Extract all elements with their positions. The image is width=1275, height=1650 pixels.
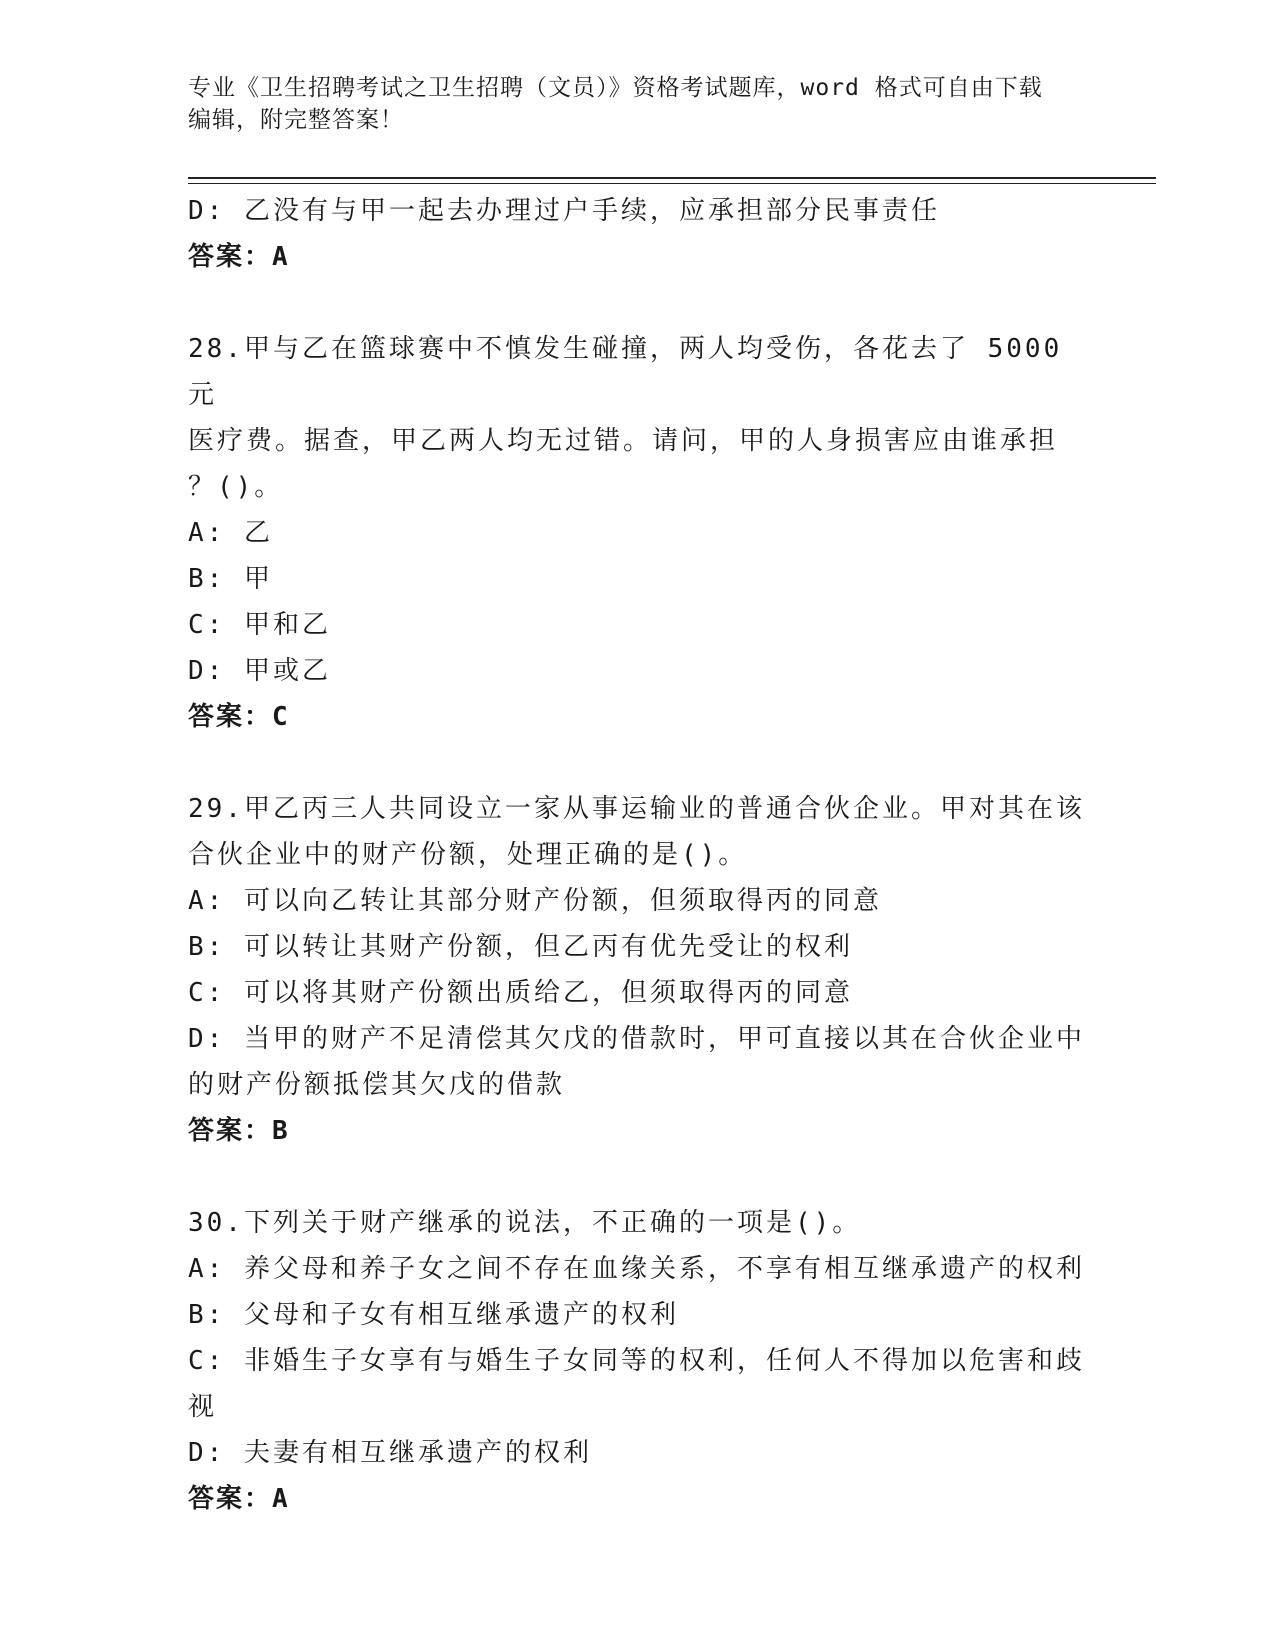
option-a: A: 养父母和养子女之间不存在血缘关系，不享有相互继承遗产的权利 <box>188 1254 1085 1284</box>
option-c-continued: 视 <box>188 1392 218 1422</box>
answer-line: 答案：A <box>188 1484 290 1514</box>
header-line-2: 编辑，附完整答案！ <box>188 107 404 133</box>
option-c: C: 非婚生子女享有与婚生子女同等的权利，任何人不得加以危害和歧 <box>188 1346 1085 1376</box>
option-a: A: 乙 <box>188 518 273 548</box>
answer-line: 答案：C <box>188 702 290 732</box>
question-stem-line: 29.甲乙丙三人共同设立一家从事运输业的普通合伙企业。甲对其在该 <box>188 794 1085 824</box>
option-b: B: 父母和子女有相互继承遗产的权利 <box>188 1300 679 1330</box>
option-b: B: 可以转让其财产份额，但乙丙有优先受让的权利 <box>188 932 853 962</box>
option-c: C: 可以将其财产份额出质给乙，但须取得丙的同意 <box>188 978 853 1008</box>
option-d-continued: 的财产份额抵偿其欠戊的借款 <box>188 1070 566 1100</box>
question-stem-line: 28.甲与乙在篮球赛中不慎发生碰撞，两人均受伤，各花去了 5000 元 <box>188 334 1081 410</box>
option-d: D: 乙没有与甲一起去办理过户手续，应承担部分民事责任 <box>188 196 940 226</box>
document-header <box>188 72 1068 136</box>
header-divider-thick <box>188 177 1156 179</box>
question-list <box>188 188 1088 1522</box>
answer-line: 答案：B <box>188 1116 290 1146</box>
question-stem-line: 医疗费。据查，甲乙两人均无过错。请问，甲的人身损害应由谁承担 <box>188 426 1059 456</box>
header-divider-thin <box>188 183 1156 184</box>
answer-line: 答案：A <box>188 242 290 272</box>
question-stem-line: 合伙企业中的财产份额，处理正确的是()。 <box>188 840 748 870</box>
option-a: A: 可以向乙转让其部分财产份额，但须取得丙的同意 <box>188 886 882 916</box>
question-30 <box>188 1200 1088 1522</box>
question-29 <box>188 786 1088 1154</box>
question-stem-line: 30.下列关于财产继承的说法，不正确的一项是()。 <box>188 1208 862 1238</box>
question-28 <box>188 326 1088 740</box>
question-stem-line: ？()。 <box>188 472 284 502</box>
header-line-1: 专业《卫生招聘考试之卫生招聘（文员）》资格考试题库，word 格式可自由下载 <box>188 75 1043 101</box>
option-b: B: 甲 <box>188 564 273 594</box>
option-d: D: 夫妻有相互继承遗产的权利 <box>188 1438 592 1468</box>
option-d: D: 当甲的财产不足清偿其欠戊的借款时，甲可直接以其在合伙企业中 <box>188 1024 1085 1054</box>
option-c: C: 甲和乙 <box>188 610 331 640</box>
previous-question-tail <box>188 188 1088 280</box>
option-d: D: 甲或乙 <box>188 656 331 686</box>
